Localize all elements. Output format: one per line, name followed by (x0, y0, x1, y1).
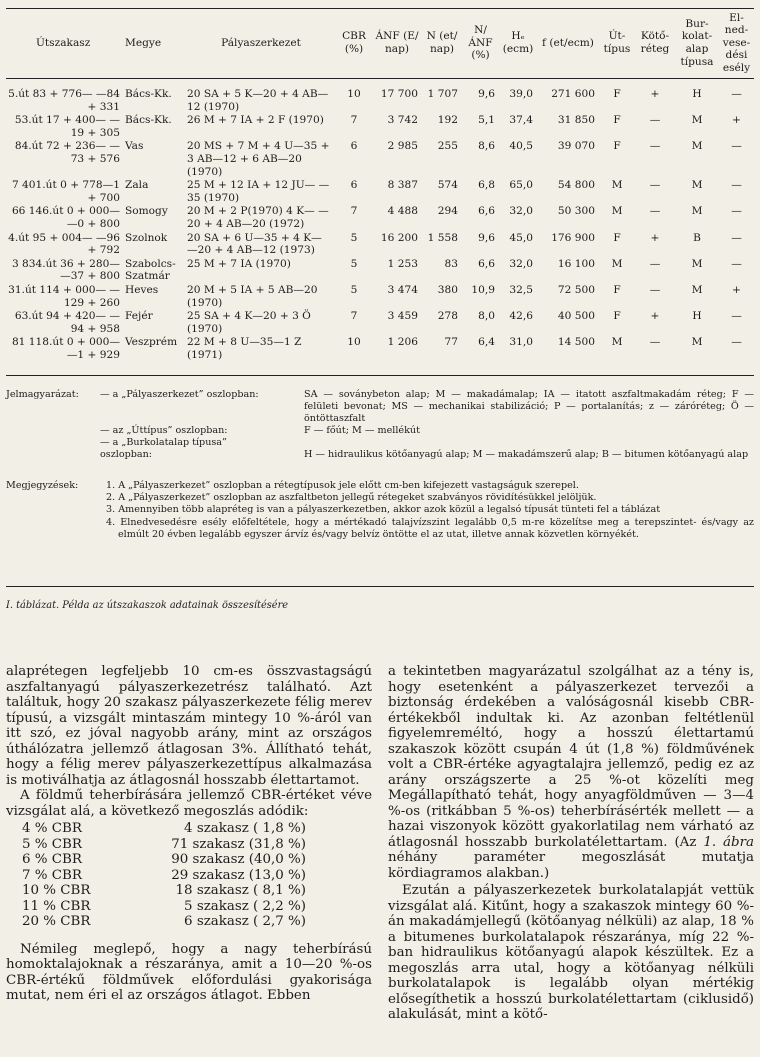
cbr-value: 10 % CBR (22, 883, 91, 898)
cell-flood: — (731, 140, 742, 153)
cell-segment: 7 401.út 0 + 778—1 + 700 (11, 179, 120, 204)
cell-f: 31 850 (557, 114, 595, 127)
cell-n_anf: 6,6 (478, 257, 495, 270)
cell-structure: 25 M + 12 IA + 12 JU— —35 (1970) (187, 179, 330, 204)
cell-he: 32,0 (509, 205, 533, 218)
table-row (6, 309, 754, 335)
paragraph (388, 664, 754, 881)
segment-count: 90 szakasz (40,0 %) (171, 852, 306, 867)
cell-anf: 4 488 (387, 205, 418, 218)
cell-structure: 25 SA + 4 K—20 + 3 Ö (1970) (187, 310, 311, 335)
cell-county: Vas (125, 140, 144, 153)
column-header-segment: Útszakasz (36, 36, 91, 49)
cell-n_anf: 9,6 (478, 231, 495, 244)
cell-he: 39,0 (509, 88, 533, 100)
cbr-value: 4 % CBR (22, 821, 82, 836)
cell-n: 294 (437, 205, 458, 218)
table-row (6, 283, 754, 309)
text-run: néhány paraméter megoszlását mutatja kördiagramos alakban.) (388, 850, 754, 881)
cell-county: Fejér (125, 310, 153, 323)
cell-base: H (692, 310, 702, 323)
table-bottom-rule (6, 375, 754, 376)
cell-base: M (691, 336, 703, 349)
cell-he: 45,0 (509, 231, 533, 244)
cell-f: 50 300 (557, 205, 595, 218)
table-row (6, 113, 754, 139)
cell-base: H (692, 88, 702, 100)
cell-f: 54 800 (557, 179, 595, 192)
legend-item-text: SA — soványbeton alap; M — makadámalap; IA — itatott aszfaltmakadám réteg; F — felületi bevonat; MS — mechanikai stabilizáció; P — portalanítás; z — záróréteg; Ö — öntöttaszfalt (304, 389, 754, 424)
cell-he: 42,6 (509, 310, 533, 323)
cell-binder: — (649, 114, 661, 127)
cell-base: M (691, 179, 703, 192)
cell-f: 40 500 (557, 310, 595, 323)
cbr-value: 6 % CBR (22, 852, 82, 867)
cell-segment: 31.út 114 + 000— —129 + 260 (8, 283, 120, 309)
legend-label: Jelmagyarázat: (6, 389, 79, 400)
legend-item-text: H — hidraulikus kötőanyagú alap; M — makadámszerű alap; B — bitumen kötőanyagú alap (304, 449, 749, 460)
cell-type: M (611, 336, 623, 349)
cell-flood: — (731, 179, 742, 192)
cell-county: Zala (125, 179, 149, 192)
cell-he: 40,5 (509, 140, 533, 153)
cell-segment: 3 834.út 36 + 280— —37 + 800 (11, 257, 120, 283)
cell-anf: 2 985 (387, 140, 418, 153)
cell-type: M (611, 257, 623, 270)
cell-anf: 3 459 (387, 310, 418, 323)
column-header-base: Bur- kolat- alap típusa (680, 17, 714, 68)
cell-segment: 81 118.út 0 + 000— —1 + 929 (11, 336, 120, 361)
cell-structure: 26 M + 7 IA + 2 F (1970) (187, 114, 324, 127)
table-row (6, 178, 754, 204)
data-table (6, 8, 754, 361)
cbr-value: 11 % CBR (22, 898, 91, 914)
cell-binder: — (649, 140, 661, 153)
left-column (6, 664, 372, 1004)
cell-structure: 22 M + 8 U—35—1 Z (1971) (187, 336, 302, 361)
cell-anf: 8 387 (387, 179, 418, 192)
cell-n_anf: 10,9 (471, 283, 495, 296)
cell-flood: + (732, 283, 741, 296)
cell-flood: — (731, 88, 742, 100)
cell-type: F (613, 88, 621, 100)
cell-binder: — (649, 283, 661, 296)
cell-cbr: 7 (350, 205, 358, 218)
cell-type: F (613, 114, 621, 127)
cell-segment: 4.út 95 + 004— —96 + 792 (8, 231, 120, 257)
cell-binder: + (650, 310, 660, 323)
cell-he: 32,0 (509, 257, 533, 270)
paragraph: A földmű teherbírására jellemző CBR-értéket véve vizsgálat alá, a következő megoszlás adódik: (6, 788, 372, 819)
cell-anf: 16 200 (380, 231, 418, 244)
cell-structure: 20 MS + 7 M + 4 U—35 + 3 AB—12 + 6 AB—20 (1970) (187, 140, 330, 178)
distribution-row (6, 914, 372, 930)
cell-type: M (611, 205, 623, 218)
cell-f: 176 900 (551, 231, 595, 244)
notes (6, 480, 754, 541)
cell-n: 192 (437, 114, 458, 127)
cell-county: Heves (125, 283, 159, 296)
column-header-structure: Pályaszerkezet (221, 36, 301, 49)
note-item: 2. A „Pályaszerkezet” oszlopban az aszfaltbeton jellegű rétegeket szabványos rövidítésükkel jelöljük. (106, 492, 597, 504)
cell-flood: — (731, 336, 742, 349)
cell-cbr: 6 (350, 140, 358, 153)
distribution-row (6, 837, 372, 853)
cell-base: M (691, 257, 703, 270)
column-header-anf: ÁNF (E/ nap) (375, 30, 419, 55)
cell-flood: — (731, 231, 742, 244)
cell-n_anf: 5,1 (478, 114, 495, 127)
cell-n: 574 (437, 179, 458, 192)
distribution-row (6, 883, 372, 899)
segment-count: 18 szakasz ( 8,1 %) (175, 883, 306, 898)
cell-structure: 20 M + 2 P(1970) 4 K— —20 + 4 AB—20 (1972) (187, 205, 329, 230)
cell-cbr: 10 (347, 88, 361, 100)
cell-binder: — (649, 205, 661, 218)
cell-cbr: 6 (350, 179, 358, 192)
cell-type: F (613, 231, 621, 244)
distribution-row (6, 868, 372, 884)
cell-f: 271 600 (551, 88, 595, 100)
paragraph: Némileg meglepő, hogy a nagy teherbírású homoktalajoknak a részaránya, amit a 10—20 %-os CBR-értékű földművek előfordulási gyakorisága mutat, nem éri el az országos átlagot. Ebben (6, 941, 372, 1003)
cell-type: M (611, 179, 623, 192)
table-caption: I. táblázat. Példa az útszakaszok adatainak összesítésére (6, 600, 289, 611)
column-header-county: Megye (125, 36, 162, 49)
segment-count: 4 szakasz ( 1,8 %) (184, 821, 306, 836)
legend-item-text: F — főút; M — mellékút (304, 425, 420, 436)
table-row (6, 204, 754, 230)
cell-n: 83 (444, 257, 458, 270)
cell-segment: 66 146.út 0 + 000— —0 + 800 (11, 205, 120, 230)
cell-segment: 5.út 83 + 776— —84 + 331 (8, 88, 120, 113)
cell-county: Bács-Kk. (125, 114, 172, 127)
cell-he: 31,0 (509, 336, 533, 349)
cbr-value: 20 % CBR (22, 914, 91, 929)
cell-n: 1 558 (427, 231, 458, 244)
cell-segment: 53.út 17 + 400— —19 + 305 (14, 114, 120, 139)
cell-structure: 20 SA + 5 K—20 + 4 AB—12 (1970) (187, 88, 329, 113)
cell-cbr: 7 (350, 310, 358, 323)
legend-item-label: — az „Úttípus” oszlopban: (100, 425, 228, 436)
distribution-row (6, 821, 372, 837)
distribution-row (6, 852, 372, 868)
column-header-n: N (et/ nap) (426, 30, 458, 55)
text-run: a tekintetben magyarázatul szolgálhat az a tény is, hogy esetenként a pályaszerkezet tervezői a biztonság érdekében a valóságosnál kisebb CBR-értékekből indultak ki. Az azonban feltétlenül figyelemreméltó, hogy a hosszú élettartamú szakaszok között csupán 4 út (1,8 %) földművének volt a CBR-értéke agyagtalajra jellemző, pedig ez az arány országszerte a 25 %-ot közelíti meg Megállapítható tehát, hogy anyagföldműven — 3—4 %-os (ritkábban 5 %-os) teherbírásérték mellett — a hazai viszonyok között gyakorlatilag nem várható az átlagosnál hosszabb burkolatélettartam. (Az (388, 664, 754, 850)
cell-he: 37,4 (509, 114, 533, 127)
cell-cbr: 5 (350, 231, 358, 244)
cell-anf: 3 742 (387, 114, 418, 127)
segment-count: 71 szakasz (31,8 %) (171, 836, 306, 852)
table-row (6, 231, 754, 257)
cell-cbr: 10 (347, 336, 361, 349)
cell-county: Szolnok (125, 231, 168, 244)
column-header-type: Út- típus (603, 30, 631, 55)
cell-n: 278 (437, 310, 458, 323)
cell-base: M (691, 283, 703, 296)
cell-binder: — (649, 257, 661, 270)
column-header-binder: Kötő- réteg (640, 30, 670, 55)
cell-type: F (613, 283, 621, 296)
cell-county: Somogy (125, 205, 168, 218)
note-item: 1. A „Pályaszerkezet” oszlopban a rétegtípusok jele előtt cm-ben kifejezett vastagságuk szerepel. (106, 480, 579, 491)
notes-label: Megjegyzések: (6, 480, 79, 491)
cell-county: Veszprém (125, 336, 178, 349)
cell-n: 1 707 (427, 88, 458, 100)
cell-segment: 84.út 72 + 236— —73 + 576 (14, 140, 120, 165)
cell-type: F (613, 310, 621, 323)
cell-anf: 17 700 (380, 88, 418, 100)
column-header-n_anf: N/ ÁNF (%) (468, 24, 493, 62)
column-header-f: f (et/ecm) (542, 36, 594, 49)
legend-item-label: — a „Burkolatalap típusa” oszlopban: (100, 437, 227, 460)
cell-county: Bács-Kk. (125, 88, 172, 100)
cell-binder: — (649, 336, 661, 349)
cell-n_anf: 6,4 (478, 336, 495, 349)
column-header-he: Hₑ (ecm) (502, 30, 534, 55)
legend-row-road-type (6, 425, 754, 437)
legend (6, 389, 754, 461)
cell-he: 65,0 (509, 179, 533, 192)
figure-reference: 1. ábra (703, 834, 754, 850)
cell-anf: 1 253 (387, 257, 418, 270)
cell-flood: — (731, 257, 742, 270)
segment-count: 6 szakasz ( 2,7 %) (184, 914, 306, 929)
cell-base: B (693, 231, 701, 244)
cell-structure: 20 M + 5 IA + 5 AB—20 (1970) (187, 283, 318, 309)
legend-item-label: — a „Pályaszerkezet” oszlopban: (100, 389, 259, 400)
table-row (6, 78, 754, 113)
cell-n_anf: 6,6 (478, 205, 495, 218)
cell-n_anf: 6,8 (478, 179, 495, 192)
column-header-flood: El- ned- vese- dési esély (722, 11, 751, 74)
cell-anf: 3 474 (387, 283, 418, 296)
cell-n_anf: 8,6 (478, 140, 495, 153)
cell-f: 72 500 (557, 283, 595, 296)
column-header-cbr: CBR (%) (342, 30, 366, 55)
table-row (6, 257, 754, 283)
cell-base: M (691, 205, 703, 218)
cell-structure: 20 SA + 6 U—35 + 4 K— —20 + 4 AB—12 (1973) (187, 231, 322, 257)
cell-flood: + (732, 114, 741, 127)
cell-n_anf: 8,0 (478, 310, 495, 323)
cell-base: M (691, 114, 703, 127)
cell-cbr: 7 (350, 114, 358, 127)
cell-flood: — (731, 205, 742, 218)
paragraph: Ezután a pályaszerkezetek burkolatalapját vettük vizsgálat alá. Kitűnt, hogy a szakaszok mintegy 60 %-án makadámjellegű (kötőanyag nélküli) az alap, 18 % a bitumenes burkolatalapok részaránya, míg 22 %-ban hidraulikus kötőanyagú alapok készültek. Ez a megoszlás arra utal, hogy a kötőanyag nélküli burkolatalapok is legalább olyan mértékig elősegíthetik a hosszú burkolatélettartam (ciklusidő) alakulását, mint a kötő- (388, 883, 754, 1022)
paragraph: alaprétegen legfeljebb 10 cm-es összvastagságú aszfaltanyagú pályaszerkezetrész található. Azt találtuk, hogy 20 szakasz pályaszerkezete félig merev típusú, a vizsgált mintaszám mintegy 10 %-áról van itt szó, ez jóval nagyobb arány, mint az országos úthálózatra jellemző átlagosan 3%. Állítható tehát, hogy a félig merev pályaszerkezettípus alkalmazása is motiválhatja az átlagosnál hosszabb élettartamot. (6, 664, 372, 788)
cell-n: 77 (444, 336, 458, 349)
cell-binder: — (649, 179, 661, 192)
cbr-value: 7 % CBR (22, 867, 82, 883)
segment-count: 5 szakasz ( 2,2 %) (184, 898, 306, 914)
table-row (6, 139, 754, 178)
cell-cbr: 5 (350, 257, 358, 270)
cell-segment: 63.út 94 + 420— —94 + 958 (14, 310, 120, 335)
cbr-distribution-list (6, 821, 372, 930)
right-column (388, 664, 754, 1023)
table-body (6, 78, 754, 361)
cell-n: 380 (437, 283, 458, 296)
cell-base: M (691, 140, 703, 153)
cell-county: Szabolcs- Szatmár (125, 257, 176, 283)
cell-flood: — (731, 310, 742, 323)
cbr-value: 5 % CBR (22, 836, 82, 852)
cell-f: 39 070 (557, 140, 595, 153)
cell-n: 255 (437, 140, 458, 153)
cell-cbr: 5 (350, 283, 358, 296)
cell-binder: + (650, 88, 660, 100)
notes-bottom-rule (6, 586, 754, 587)
table-row (6, 335, 754, 361)
cell-he: 32,5 (509, 283, 533, 296)
cell-f: 14 500 (557, 336, 595, 349)
cell-type: F (613, 140, 621, 153)
table-header-row (6, 8, 754, 78)
cell-n_anf: 9,6 (478, 88, 495, 100)
distribution-row (6, 899, 372, 915)
cell-f: 16 100 (557, 257, 595, 270)
cell-structure: 25 M + 7 IA (1970) (187, 257, 291, 270)
cell-binder: + (650, 231, 660, 244)
note-item: 4. Elnedvesedésre esély előfeltétele, hogy a mértékadó talajvízszint legalább 0,5 m-re közelítse meg a terepszintet- és/vagy az elmúlt 20 évben legalább egyszer árvíz és/vagy belvíz öntötte el az utat, illetve annak közvetlen környékét. (106, 516, 754, 540)
cell-anf: 1 206 (387, 336, 418, 349)
note-item: 3. Amennyiben több alapréteg is van a pályaszerkezetben, akkor azok közül a legalsó típusát tünteti fel a táblázat (106, 504, 661, 516)
legend-row-structure (6, 389, 754, 425)
segment-count: 29 szakasz (13,0 %) (171, 867, 306, 883)
legend-row-base-type (6, 437, 754, 461)
notes-list (106, 480, 754, 541)
